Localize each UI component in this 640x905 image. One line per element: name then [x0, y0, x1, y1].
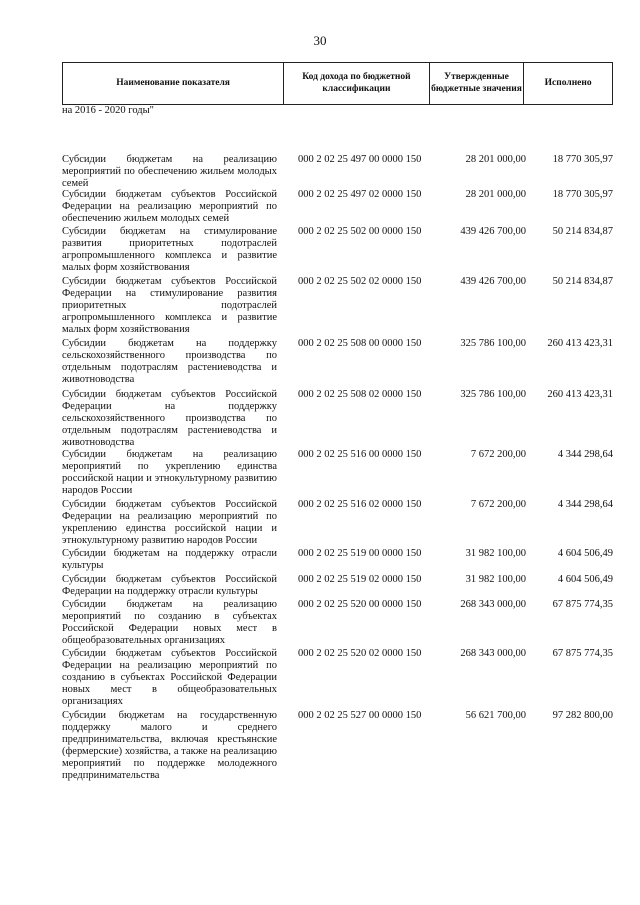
header-executed-column: Исполнено	[523, 63, 612, 104]
row-name: Субсидии бюджетам субъектов Российской Федерации на стимулирование развития приоритетных подотраслей агропромышленного комплекса и развитие малых форм хозяйствования	[62, 276, 277, 335]
row-approved: 31 982 100,00	[465, 548, 526, 559]
row-code: 000 2 02 25 502 00 0000 150	[298, 226, 422, 237]
row-name: Субсидии бюджетам субъектов Российской Федерации на поддержку сельскохозяйственного производства по отдельным подотраслям растениеводства и животноводства	[62, 389, 277, 448]
row-name: Субсидии бюджетам на реализацию мероприятий по укреплению единства российской нации и этнокультурному развитию народов России	[62, 449, 277, 496]
header-code-column: Код дохода по бюджетной классификации	[283, 63, 428, 104]
row-executed: 4 604 506,49	[557, 548, 613, 559]
row-approved: 439 426 700,00	[460, 276, 526, 287]
row-code: 000 2 02 25 497 00 0000 150	[298, 154, 422, 165]
header-approved-column: Утвержденные бюджетные значения	[429, 63, 524, 104]
row-code: 000 2 02 25 527 00 0000 150	[298, 710, 422, 721]
row-executed: 260 413 423,31	[547, 338, 613, 349]
row-approved: 7 672 200,00	[470, 449, 526, 460]
row-code: 000 2 02 25 508 00 0000 150	[298, 338, 422, 349]
row-approved: 7 672 200,00	[470, 499, 526, 510]
row-code: 000 2 02 25 508 02 0000 150	[298, 389, 422, 400]
row-name: Субсидии бюджетам на стимулирование развития приоритетных подотраслей агропромышленного комплекса и развитие малых форм хозяйствования	[62, 226, 277, 273]
row-code: 000 2 02 25 519 00 0000 150	[298, 548, 422, 559]
row-approved: 325 786 100,00	[460, 389, 526, 400]
row-code: 000 2 02 25 502 02 0000 150	[298, 276, 422, 287]
row-name: Субсидии бюджетам субъектов Российской Федерации на реализацию мероприятий по созданию в субъектах Российской Федерации новых мест в общеобразовательных организациях	[62, 648, 277, 707]
row-approved: 56 621 700,00	[465, 710, 526, 721]
row-approved: 268 343 000,00	[460, 599, 526, 610]
row-executed: 18 770 305,97	[552, 189, 613, 200]
row-name: Субсидии бюджетам на поддержку сельскохозяйственного производства по отдельным подотраслям растениеводства и животноводства	[62, 338, 277, 385]
row-executed: 260 413 423,31	[547, 389, 613, 400]
table-header	[62, 62, 613, 105]
row-code: 000 2 02 25 520 02 0000 150	[298, 648, 422, 659]
row-name: Субсидии бюджетам субъектов Российской Федерации на поддержку отрасли культуры	[62, 574, 277, 597]
row-name: Субсидии бюджетам на реализацию мероприятий по обеспечению жильем молодых семей	[62, 154, 277, 189]
row-name: Субсидии бюджетам на реализацию мероприятий по созданию в субъектах Российской Федерации новых мест в общеобразовательных организациях	[62, 599, 277, 646]
row-executed: 50 214 834,87	[552, 226, 613, 237]
row-approved: 325 786 100,00	[460, 338, 526, 349]
row-executed: 67 875 774,35	[552, 599, 613, 610]
row-approved: 31 982 100,00	[465, 574, 526, 585]
row-name: Субсидии бюджетам на поддержку отрасли культуры	[62, 548, 277, 571]
row-executed: 97 282 800,00	[552, 710, 613, 721]
row-code: 000 2 02 25 497 02 0000 150	[298, 189, 422, 200]
row-approved: 28 201 000,00	[465, 154, 526, 165]
row-code: 000 2 02 25 516 00 0000 150	[298, 449, 422, 460]
row-executed: 4 344 298,64	[557, 499, 613, 510]
row-code: 000 2 02 25 516 02 0000 150	[298, 499, 422, 510]
row-executed: 4 604 506,49	[557, 574, 613, 585]
header-name-column: Наименование показателя	[116, 77, 230, 88]
row-approved: 439 426 700,00	[460, 226, 526, 237]
row-name: Субсидии бюджетам на государственную поддержку малого и среднего предпринимательства, включая крестьянские (фермерские) хозяйства, а также на реализацию мероприятий по поддержке молодежного предпринимательства	[62, 710, 277, 781]
page-number: 30	[313, 33, 327, 48]
row-code: 000 2 02 25 520 00 0000 150	[298, 599, 422, 610]
row-executed: 4 344 298,64	[557, 449, 613, 460]
row-code: 000 2 02 25 519 02 0000 150	[298, 574, 422, 585]
row-approved: 268 343 000,00	[460, 648, 526, 659]
continuation-text: на 2016 - 2020 годы"	[62, 105, 154, 116]
row-executed: 18 770 305,97	[552, 154, 613, 165]
row-executed: 67 875 774,35	[552, 648, 613, 659]
row-executed: 50 214 834,87	[552, 276, 613, 287]
row-approved: 28 201 000,00	[465, 189, 526, 200]
row-name: Субсидии бюджетам субъектов Российской Федерации на реализацию мероприятий по обеспечению жильем молодых семей	[62, 189, 277, 224]
row-name: Субсидии бюджетам субъектов Российской Федерации на реализацию мероприятий по укреплению единства российской нации и этнокультурному развитию народов России	[62, 499, 277, 546]
